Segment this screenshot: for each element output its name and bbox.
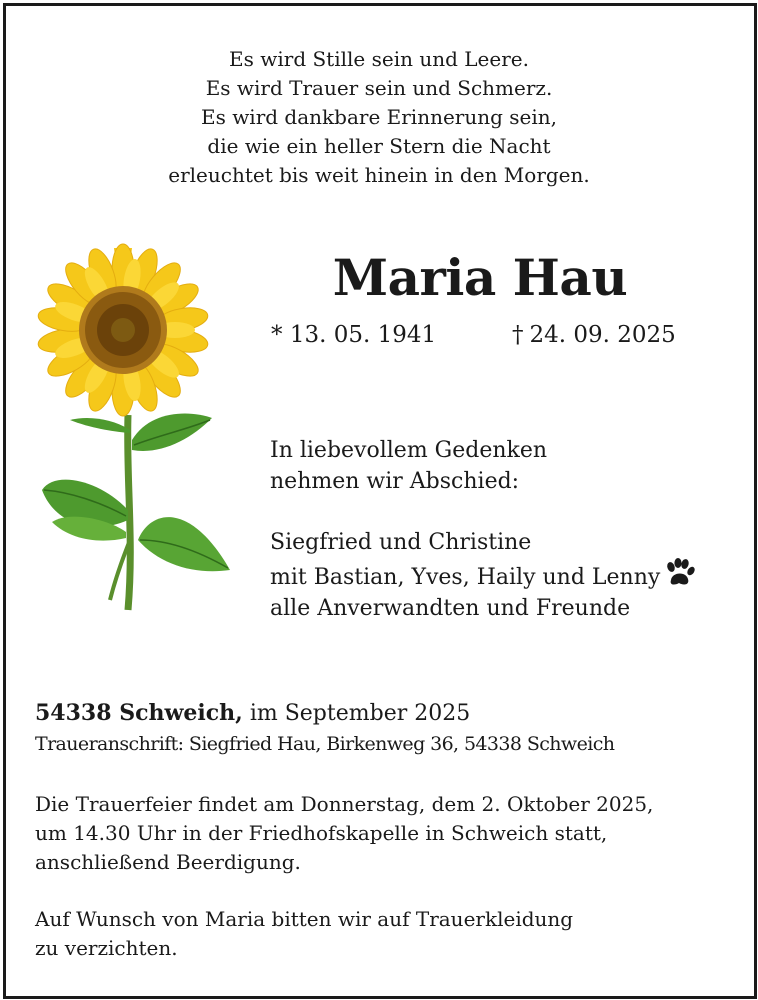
ceremony-line: anschließend Beerdigung. xyxy=(35,850,301,874)
death-date-value: 24. 09. 2025 xyxy=(529,322,676,348)
poem-line: erleuchtet bis weit hinein in den Morgen. xyxy=(168,163,590,187)
poem-line: die wie ein heller Stern die Nacht xyxy=(207,134,551,158)
remembrance-line: nehmen wir Abschied: xyxy=(270,469,520,494)
death-date xyxy=(512,322,676,348)
deceased-name: Maria Hau xyxy=(332,248,628,307)
poem-line: Es wird Trauer sein und Schmerz. xyxy=(205,76,553,100)
ceremony-info xyxy=(35,790,653,877)
ceremony-line: Die Trauerfeier findet am Donnerstag, dem 2. Oktober 2025, xyxy=(35,792,654,816)
mourners-line: alle Anverwandten und Freunde xyxy=(270,596,631,621)
paw-print-icon xyxy=(662,558,696,588)
death-symbol: † xyxy=(512,322,524,348)
poem-line: Es wird dankbare Erinnerung sein, xyxy=(200,105,558,129)
mourners-line-text: mit Bastian, Yves, Haily und Lenny xyxy=(270,565,661,590)
poem-line: Es wird Stille sein und Leere. xyxy=(229,47,529,71)
ceremony-line: um 14.30 Uhr in der Friedhofskapelle in Schweich statt, xyxy=(35,821,608,845)
remembrance-line: In liebevollem Gedenken xyxy=(270,438,548,463)
mourners-list xyxy=(270,527,696,624)
birth-date-value: 13. 05. 1941 xyxy=(289,322,437,348)
mourners-line xyxy=(270,558,696,593)
place-date-line xyxy=(35,700,470,726)
poem xyxy=(0,45,758,190)
wish-line: zu verzichten. xyxy=(35,936,178,960)
sunflower-icon xyxy=(30,240,245,615)
dress-wish xyxy=(35,905,573,963)
place-date: im September 2025 xyxy=(249,701,471,726)
birth-symbol: * xyxy=(271,322,283,348)
remembrance-text xyxy=(270,435,547,497)
mourning-address: Traueranschrift: Siegfried Hau, Birkenweg 36, 54338 Schweich xyxy=(35,733,615,755)
birth-date xyxy=(271,322,436,348)
wish-line: Auf Wunsch von Maria bitten wir auf Trauerkleidung xyxy=(35,907,574,931)
mourners-line: Siegfried und Christine xyxy=(270,530,532,555)
place-city: 54338 Schweich, xyxy=(35,700,243,726)
